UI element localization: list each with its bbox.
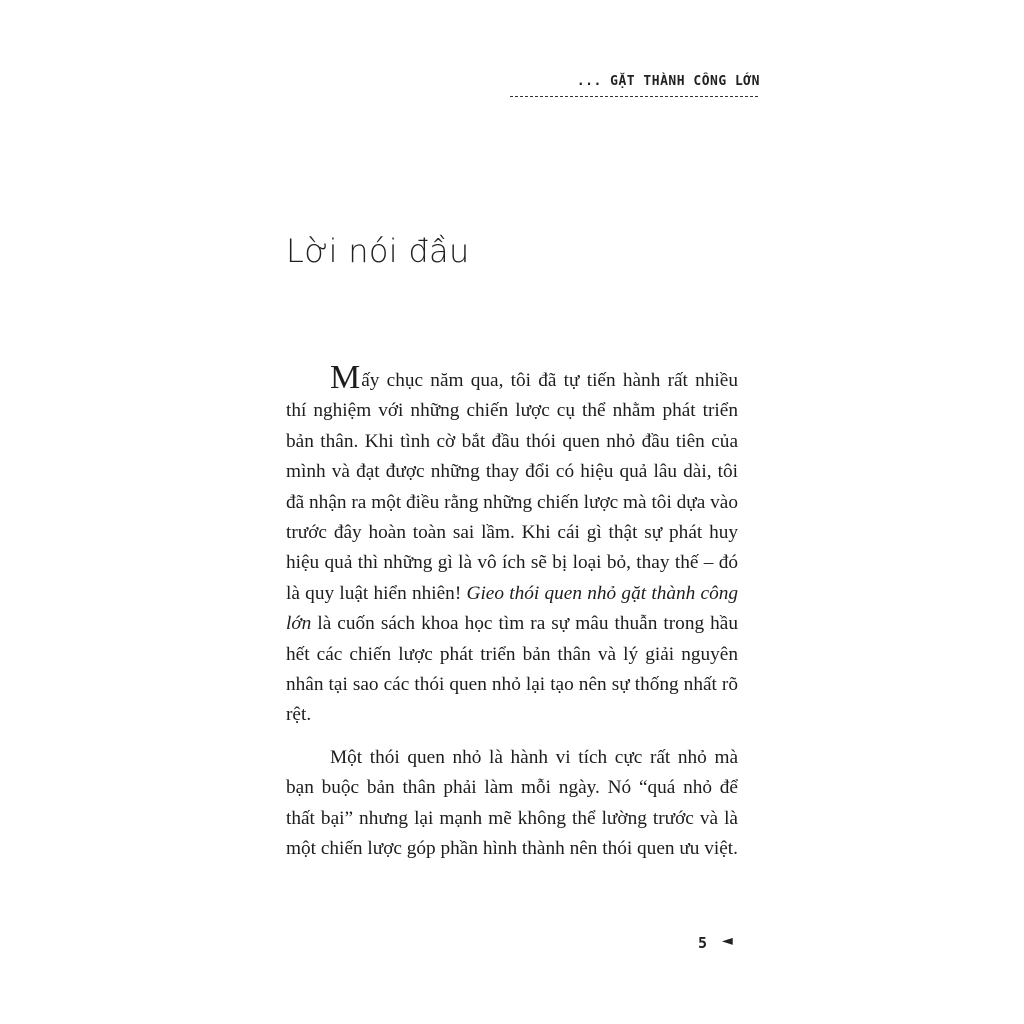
body-text	[286, 359, 738, 865]
running-header-title: ... GẶT THÀNH CÔNG LỚN	[576, 74, 760, 89]
book-title-italic: Gieo thói quen nhỏ gặt thành công lớn	[286, 582, 738, 635]
paragraph-1	[286, 359, 738, 731]
left-arrow-icon: ◄	[722, 933, 733, 949]
paragraph-1-text-a: ấy chục năm qua, tôi đã tự tiến hành rất nhiều thí nghiệm với những chiến lược cụ thể nhằm phát triển bản thân. Khi tình cờ bắt đầu thói quen nhỏ đầu tiên của mình và đạt được những thay đổi có hiệu quả lâu dài, tôi đã nhận ra một điều rằng những chiến lược mà tôi dựa vào trước đây hoàn toàn sai lầm. Khi cái gì thật sự phát huy hiệu quả thì những gì là vô ích sẽ bị loại bỏ, thay thế – đó là quy luật hiển nhiên!	[286, 370, 738, 604]
chapter-title: Lời nói đầu	[286, 232, 470, 270]
drop-cap: M	[330, 359, 361, 396]
header-dashed-rule	[510, 96, 758, 97]
page-number: 5	[698, 934, 708, 952]
paragraph-2: Một thói quen nhỏ là hành vi tích cực rất nhỏ mà bạn buộc bản thân phải làm mỗi ngày. Nó “quá nhỏ để thất bại” nhưng lại mạnh mẽ không thể lường trước và là một chiến lược góp phần hình thành nên thói quen ưu việt.	[286, 746, 738, 860]
paragraph-1-text-b: là cuốn sách khoa học tìm ra sự mâu thuẫn trong hầu hết các chiến lược phát triển bản thân và lý giải nguyên nhân tại sao các thói quen nhỏ lại tạo nên sự thống nhất rõ rệt.	[286, 613, 738, 726]
